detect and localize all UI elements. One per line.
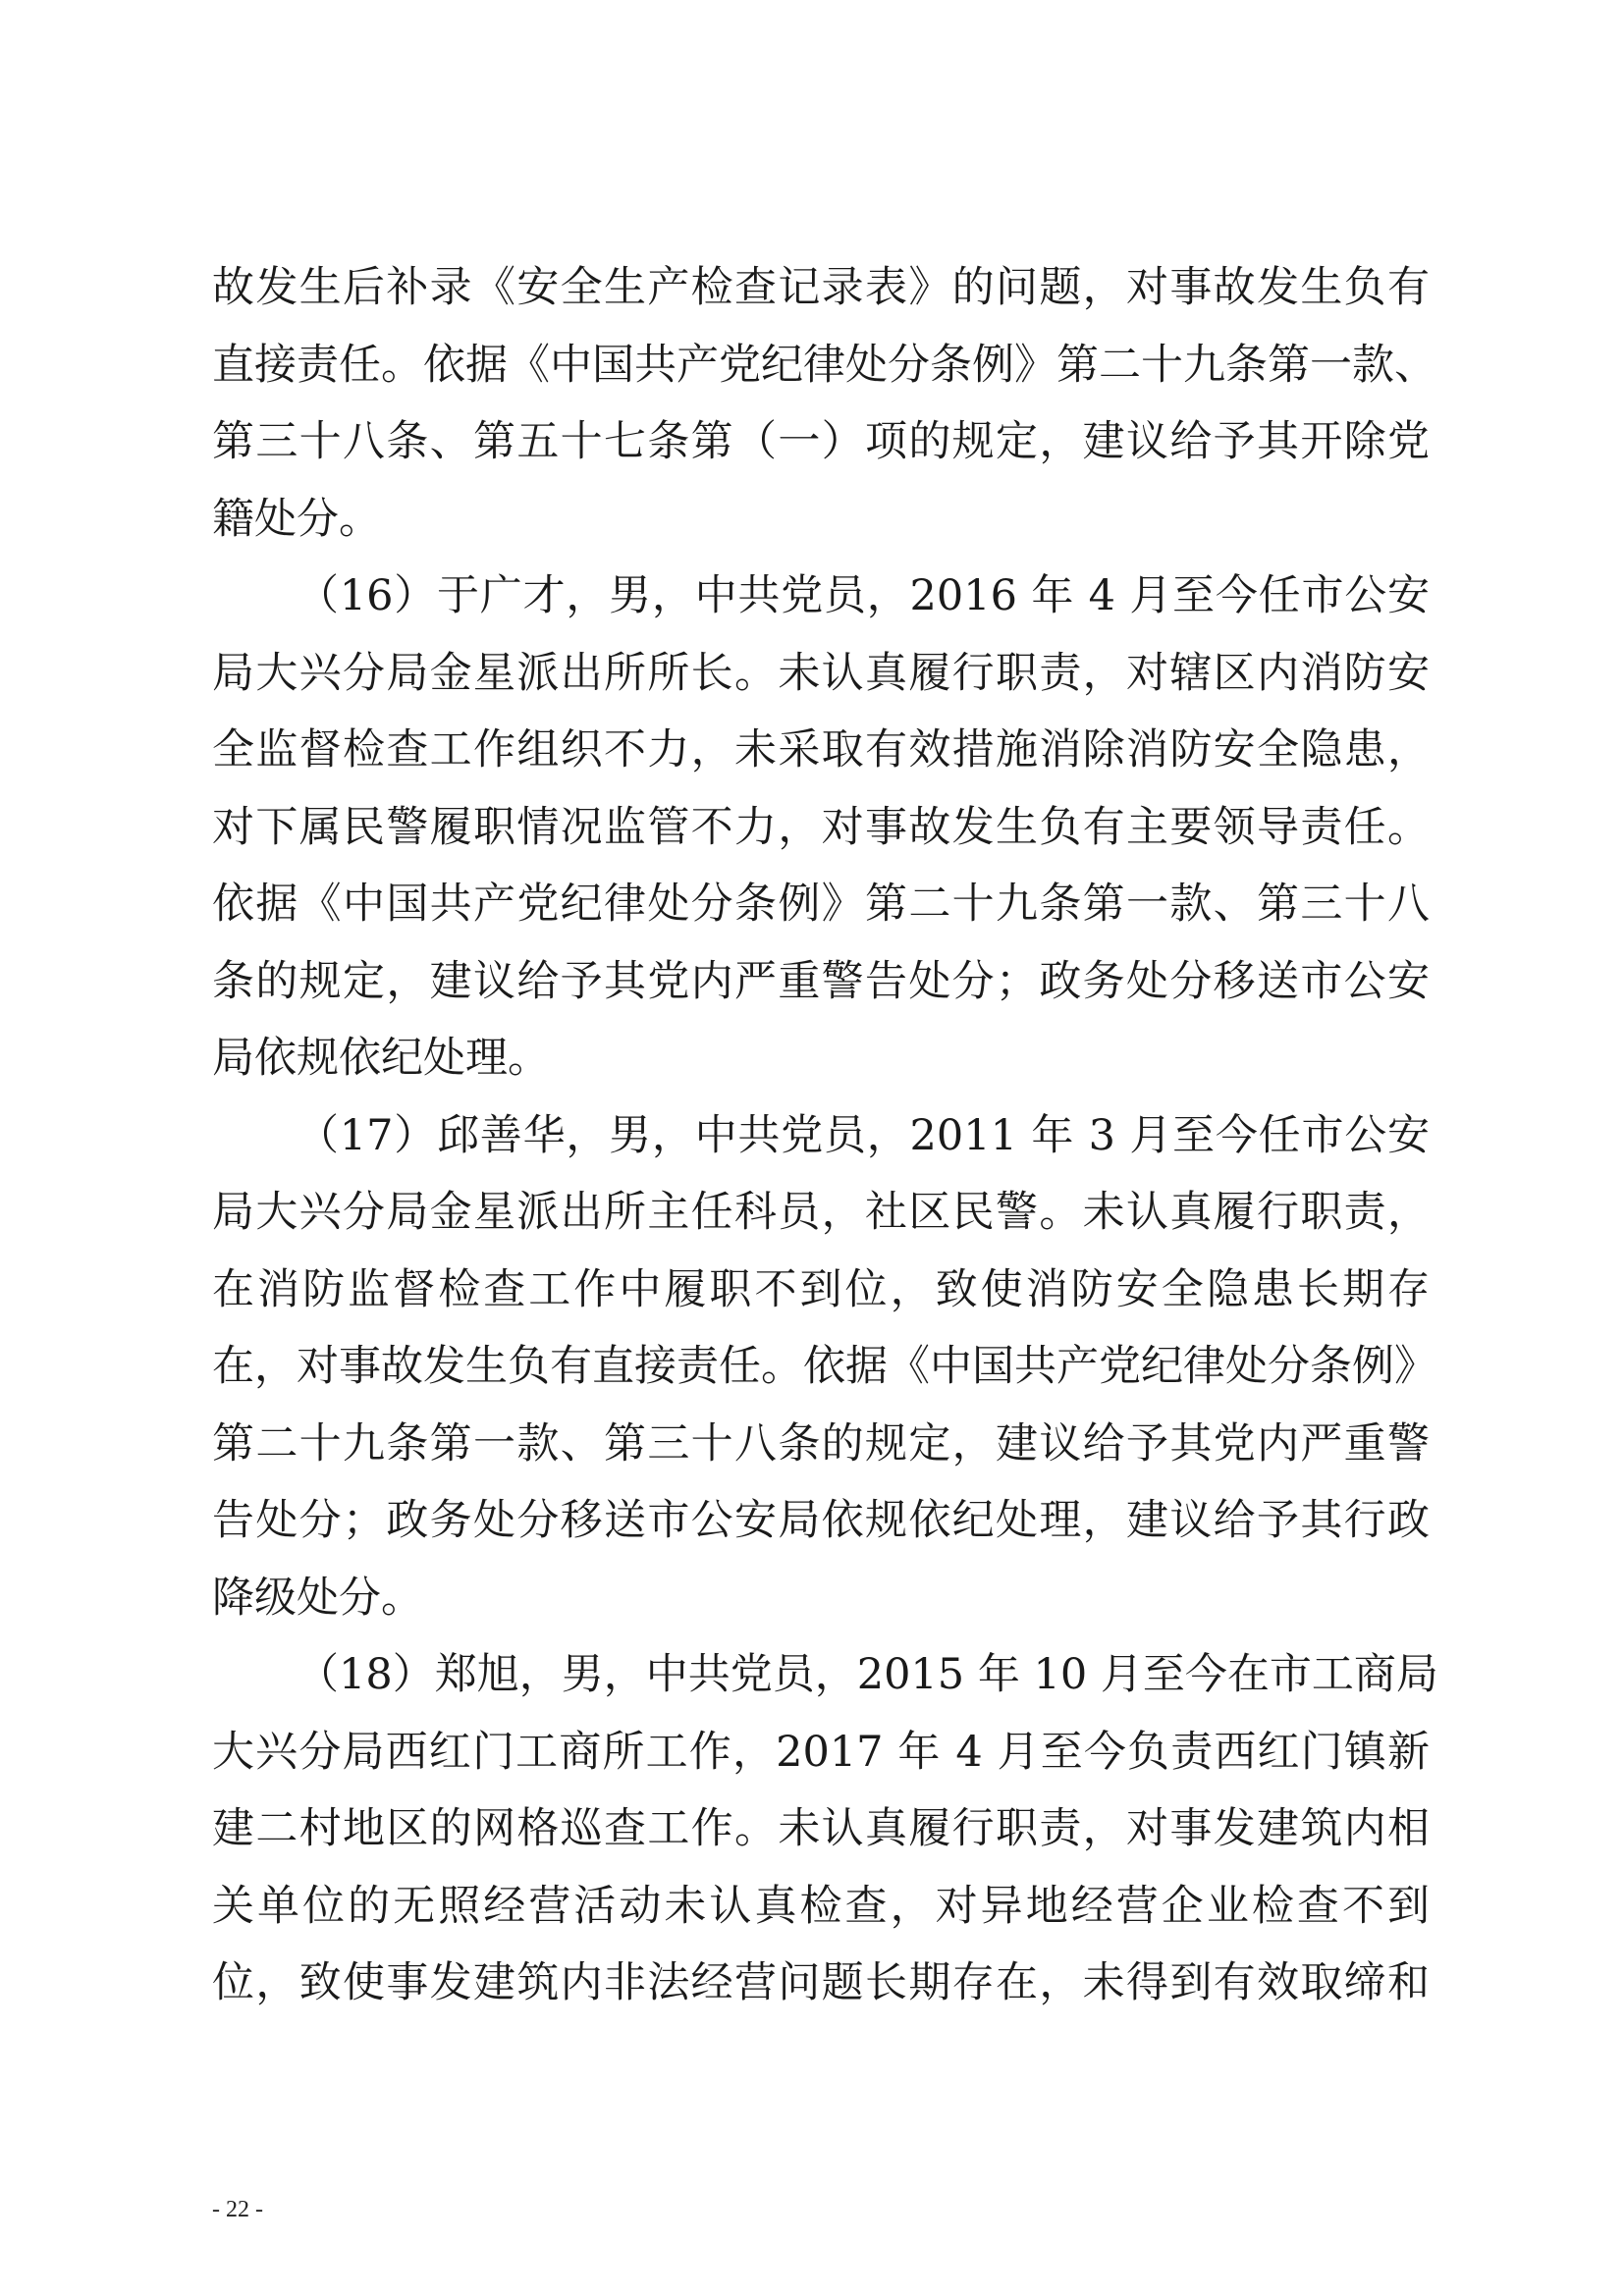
paragraph-18-first-line: （18）郑旭，男，中共党员，2015 年 10 月至今在市工商局	[297, 1650, 1438, 1699]
text-line: 条的规定，建议给予其党内严重警告处分；政务处分移送市公安	[212, 956, 1430, 1006]
text-line: 第三十八条、第五十七条第（一）项的规定，建议给予其开除党	[212, 417, 1430, 466]
text-line: 对下属民警履职情况监管不力，对事故发生负有主要领导责任。	[212, 802, 1430, 852]
text-line: 依据《中国共产党纪律处分条例》第二十九条第一款、第三十八	[212, 880, 1430, 929]
text-line: 籍处分。	[212, 494, 381, 544]
text-line: 第二十九条第一款、第三十八条的规定，建议给予其党内严重警	[212, 1418, 1430, 1468]
text-line: 建二村地区的网格巡查工作。未认真履行职责，对事发建筑内相	[212, 1804, 1430, 1853]
text-line: 故发生后补录《安全生产检查记录表》的问题，对事故发生负有	[212, 263, 1430, 312]
text-line: 大兴分局西红门工商所工作，2017 年 4 月至今负责西红门镇新	[212, 1727, 1430, 1777]
body-text	[212, 249, 1438, 2022]
page-number: - 22 -	[212, 2197, 263, 2222]
text-line: 直接责任。依据《中国共产党纪律处分条例》第二十九条第一款、	[212, 340, 1436, 390]
text-line: 关单位的无照经营活动未认真检查，对异地经营企业检查不到	[212, 1881, 1430, 1931]
text-line: 降级处分。	[212, 1573, 423, 1623]
text-line: 告处分；政务处分移送市公安局依规依纪处理，建议给予其行政	[212, 1496, 1430, 1545]
text-line: 全监督检查工作组织不力，未采取有效措施消除消防安全隐患，	[212, 725, 1430, 774]
paragraph-17-first-line: （17）邱善华，男，中共党员，2011 年 3 月至今任市公安	[297, 1110, 1430, 1160]
text-line: 在，对事故发生负有直接责任。依据《中国共产党纪律处分条例》	[212, 1342, 1436, 1391]
paragraph-16-first-line: （16）于广才，男，中共党员，2016 年 4 月至今任市公安	[297, 571, 1430, 620]
text-line: 在消防监督检查工作中履职不到位，致使消防安全隐患长期存	[212, 1264, 1430, 1314]
text-line: 局大兴分局金星派出所所长。未认真履行职责，对辖区内消防安	[212, 648, 1430, 698]
text-line: 局大兴分局金星派出所主任科员，社区民警。未认真履行职责，	[212, 1188, 1430, 1237]
text-line: 位，致使事发建筑内非法经营问题长期存在，未得到有效取缔和	[212, 1958, 1430, 2007]
text-line: 局依规依纪处理。	[212, 1034, 550, 1083]
